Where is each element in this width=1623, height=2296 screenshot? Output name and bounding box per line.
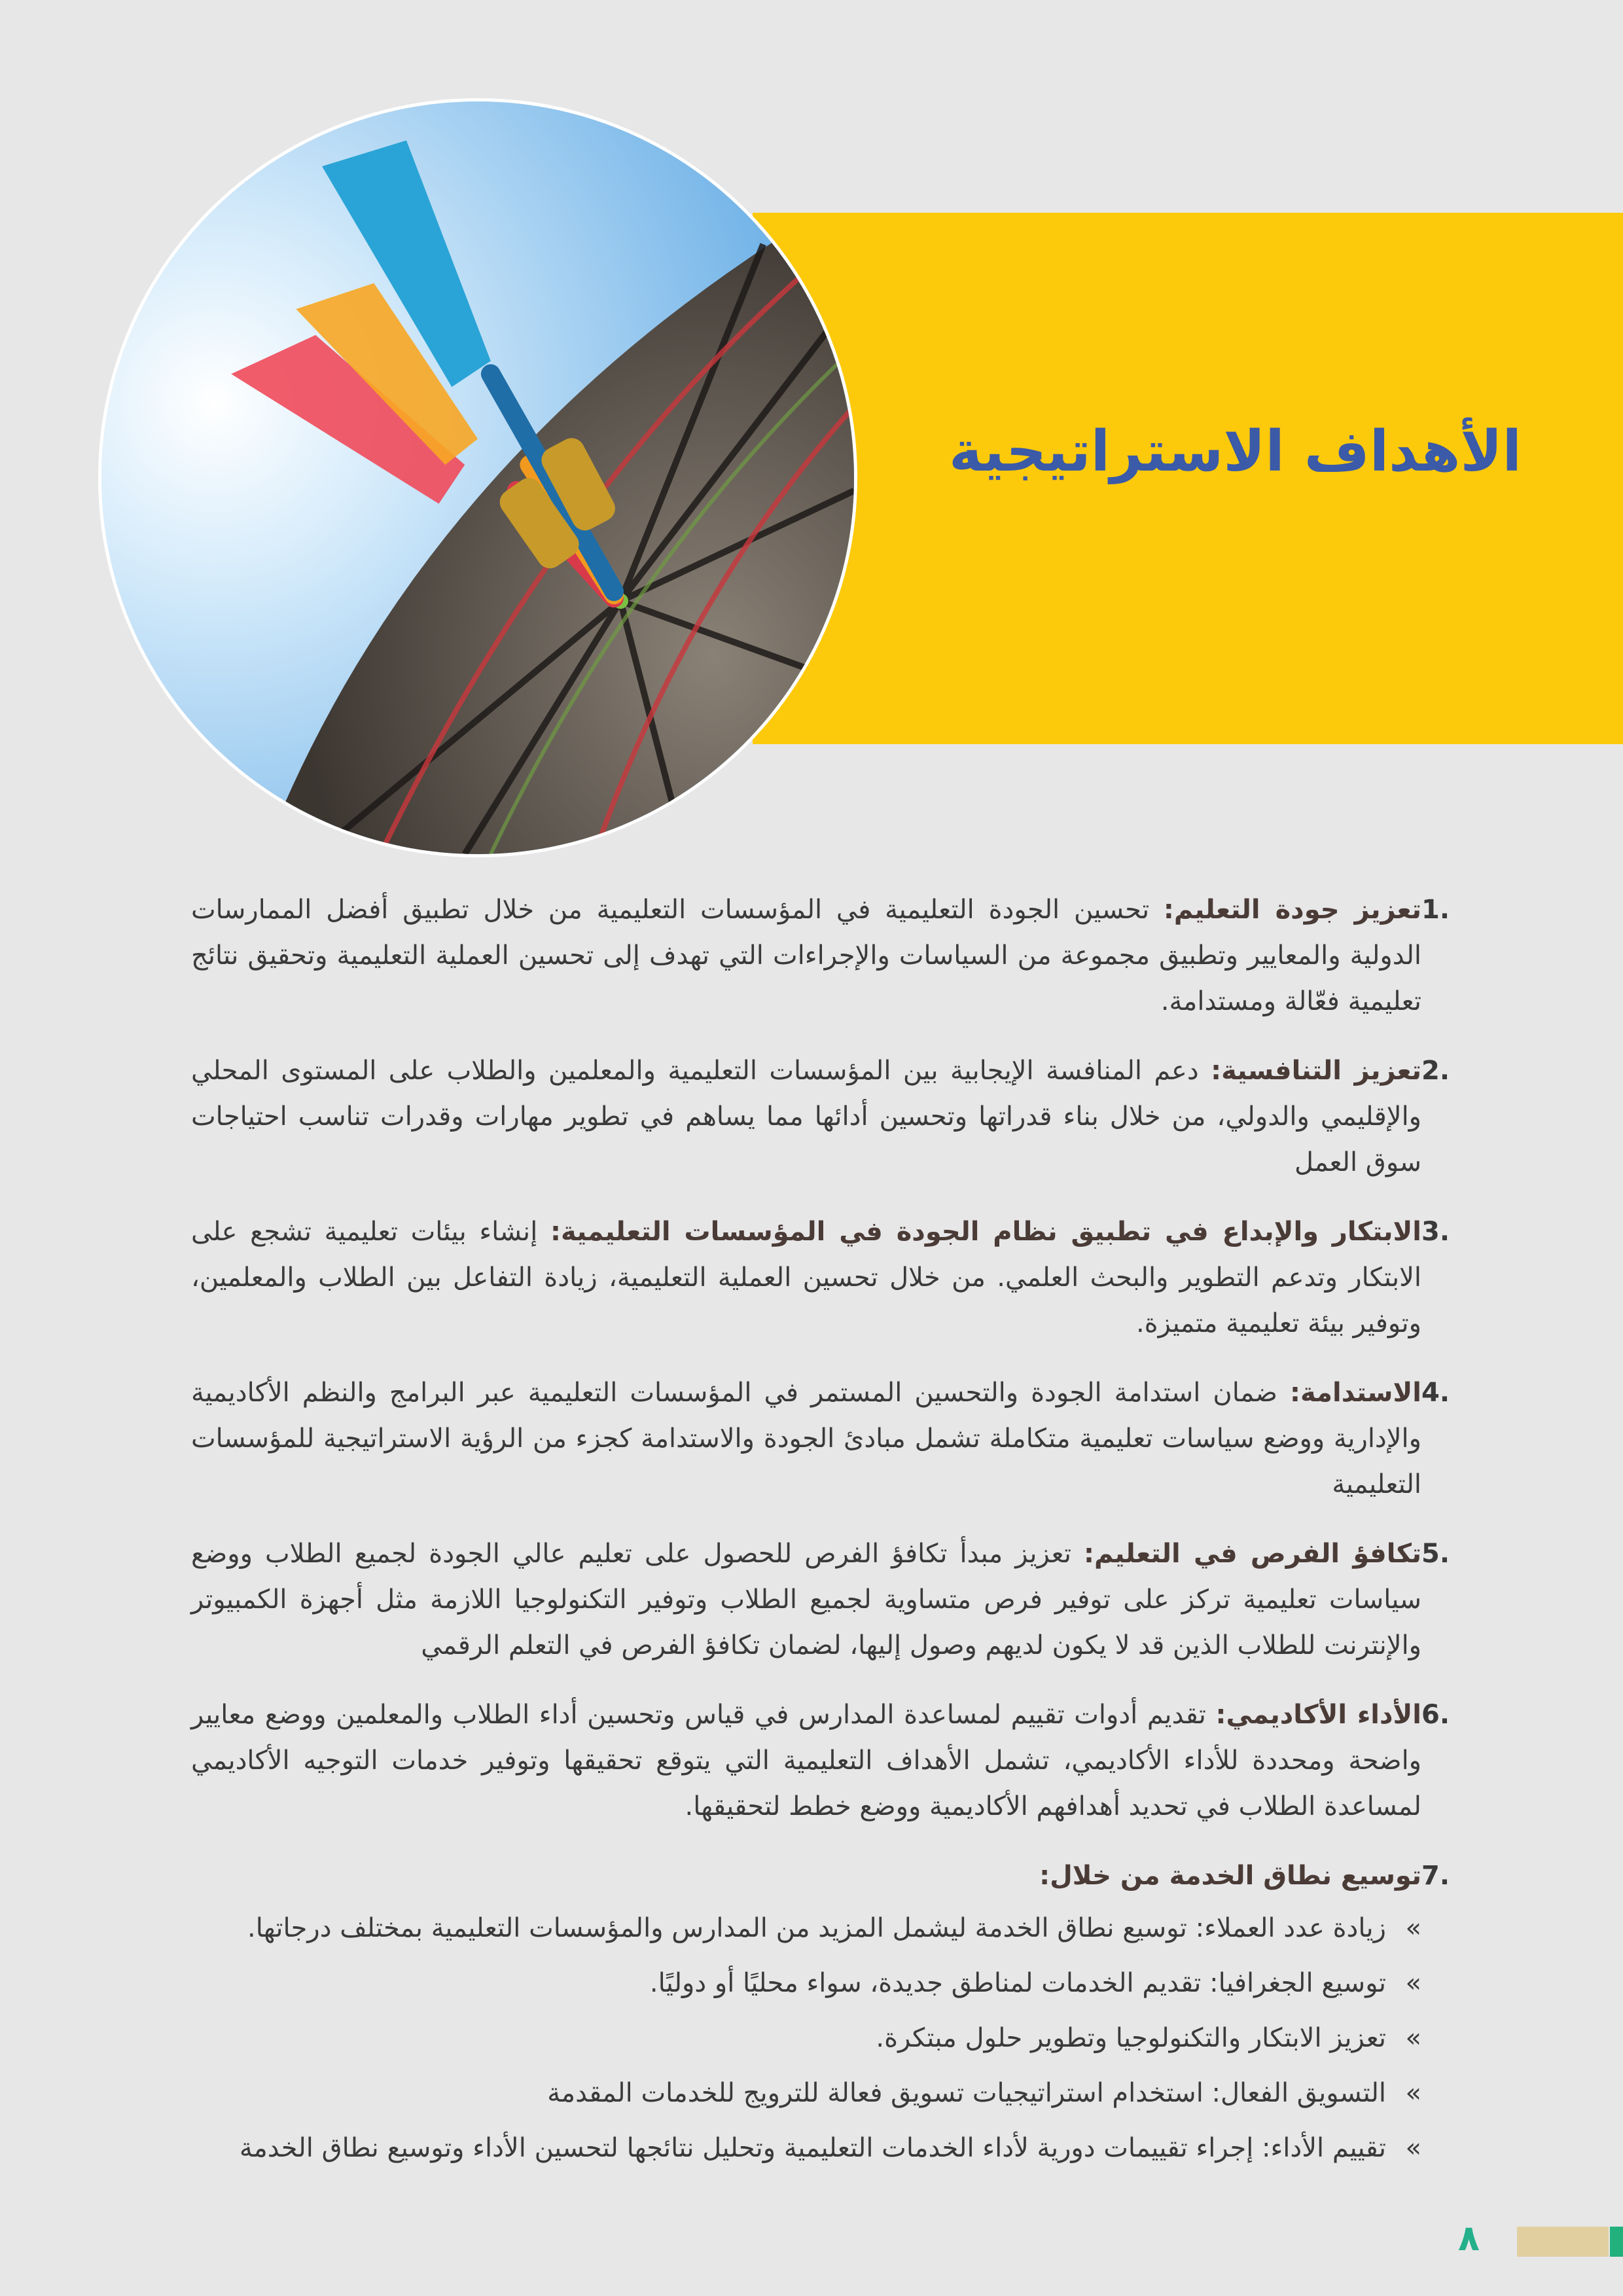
bullet-icon: »	[1405, 2078, 1421, 2108]
goal-body: دعم المنافسة الإيجابية بين المؤسسات التعليمية والمعلمين والطلاب على المستوى المحلي والإقليمي والدولي، من خلال بناء قدراتها وتحسين أدائها مما يساهم في تطوير مهارات وقدرات تناسب احتياجات سوق العمل	[191, 1056, 1421, 1177]
goal-item	[191, 1531, 1478, 1668]
list-item	[191, 2125, 1421, 2171]
goal-title: تعزيز جودة التعليم:	[1163, 895, 1422, 925]
goal-body: ضمان استدامة الجودة والتحسين المستمر في المؤسسات التعليمية عبر البرامج والنظم الأكاديمية والإدارية ووضع سياسات تعليمية متكاملة تشمل مبادئ الجودة والاستدامة كجزء من الرؤية الاستراتيجية للمؤسسات التعليمية	[191, 1378, 1421, 1499]
goal-body: إنشاء بيئات تعليمية تشجع على الابتكار وتدعم التطوير والبحث العلمي. من خلال تحسين العملية التعليمية، زيادة التفاعل بين الطلاب والمعلمين، وتوفير بيئة تعليمية متميزة.	[191, 1217, 1421, 1338]
goal-body: تحسين الجودة التعليمية في المؤسسات التعليمية من خلال تطبيق أفضل الممارسات الدولية والمعايير وتطبيق مجموعة من السياسات والإجراءات التي تهدف إلى تحسين العملية التعليمية وتحقيق نتائج تعليمية فعّالة ومستدامة.	[191, 895, 1421, 1016]
goal-title: الاستدامة:	[1290, 1378, 1421, 1408]
goal-item	[191, 1209, 1478, 1346]
goal-text	[191, 1531, 1421, 1668]
list-item-text: توسيع الجغرافيا: تقديم الخدمات لمناطق جديدة، سواء محليًا أو دوليًا.	[649, 1968, 1386, 1998]
dartboard-with-darts-icon	[101, 101, 854, 854]
list-item	[191, 2015, 1421, 2061]
goal-text	[191, 1853, 1421, 1899]
goal-number: 7.	[1421, 1861, 1450, 1891]
goal-title: تعزيز التنافسية:	[1211, 1056, 1421, 1086]
goal-body: تعزيز مبدأ تكافؤ الفرص للحصول على تعليم عالي الجودة لجميع الطلاب ووضع سياسات تعليمية تركز على توفير فرص متساوية لجميع الطلاب وتوفير التكنولوجيا اللازمة مثل أجهزة الكمبيوتر والإنترنت للطلاب الذين قد لا يكون لديهم وصول إليها، لضمان تكافؤ الفرص في التعلم الرقمي	[191, 1539, 1421, 1660]
goal-item	[191, 1853, 1478, 1899]
goals-list	[191, 887, 1478, 2180]
list-item	[191, 2070, 1421, 2116]
goal-title: تكافؤ الفرص في التعليم:	[1084, 1539, 1421, 1569]
goal-item	[191, 1048, 1478, 1185]
goal-title: الابتكار والإبداع في تطبيق نظام الجودة في المؤسسات التعليمية:	[550, 1217, 1422, 1247]
goal-text	[191, 1209, 1421, 1346]
goal-text	[191, 1048, 1421, 1185]
bullet-icon: »	[1405, 2023, 1421, 2053]
goal-number: 6.	[1421, 1700, 1450, 1730]
bullet-icon: »	[1405, 2133, 1421, 2163]
goal-item	[191, 1370, 1478, 1507]
footer-tab-tan	[1517, 2227, 1609, 2257]
goal-text	[191, 1370, 1421, 1507]
bullet-icon: »	[1405, 1913, 1421, 1943]
list-item-text: تعزيز الابتكار والتكنولوجيا وتطوير حلول مبتكرة.	[876, 2023, 1386, 2053]
page-number: ٨	[1458, 2217, 1480, 2259]
goal-item	[191, 887, 1478, 1024]
goal-number: 5.	[1421, 1539, 1450, 1569]
goal-title: الأداء الأكاديمي:	[1215, 1700, 1421, 1730]
bullet-icon: »	[1405, 1968, 1421, 1998]
page-title: الأهداف الاستراتيجية	[949, 419, 1522, 484]
list-item-text: التسويق الفعال: استخدام استراتيجيات تسويق فعالة للترويج للخدمات المقدمة	[547, 2078, 1386, 2108]
sub-list	[191, 1905, 1478, 2171]
goal-text	[191, 887, 1421, 1024]
goal-number: 2.	[1421, 1056, 1450, 1086]
goal-body: تقديم أدوات تقييم لمساعدة المدارس في قياس وتحسين أداء الطلاب والمعلمين ووضع معايير واضحة ومحددة للأداء الأكاديمي، تشمل الأهداف التعليمية التي يتوقع تحقيقها وتوفير خدمات التوجيه الأكاديمي لمساعدة الطلاب في تحديد أهدافهم الأكاديمية ووضع خطط لتحقيقها.	[191, 1700, 1421, 1821]
list-item	[191, 1905, 1421, 1951]
list-item-text: زيادة عدد العملاء: توسيع نطاق الخدمة ليشمل المزيد من المدارس والمؤسسات التعليمية بمختلف درجاتها.	[247, 1913, 1386, 1943]
goal-number: 4.	[1421, 1378, 1450, 1408]
list-item	[191, 1960, 1421, 2006]
list-item-text: تقييم الأداء: إجراء تقييمات دورية لأداء الخدمات التعليمية وتحليل نتائجها لتحسين الأداء وتوسيع نطاق الخدمة	[239, 2133, 1386, 2163]
goal-text	[191, 1692, 1421, 1829]
goal-item	[191, 1692, 1478, 1829]
dartboard-photo	[98, 98, 857, 857]
goal-title: توسيع نطاق الخدمة من خلال:	[1039, 1861, 1421, 1891]
goal-number: 1.	[1421, 895, 1450, 925]
goal-number: 3.	[1421, 1217, 1450, 1247]
footer-tab-green	[1610, 2227, 1623, 2257]
